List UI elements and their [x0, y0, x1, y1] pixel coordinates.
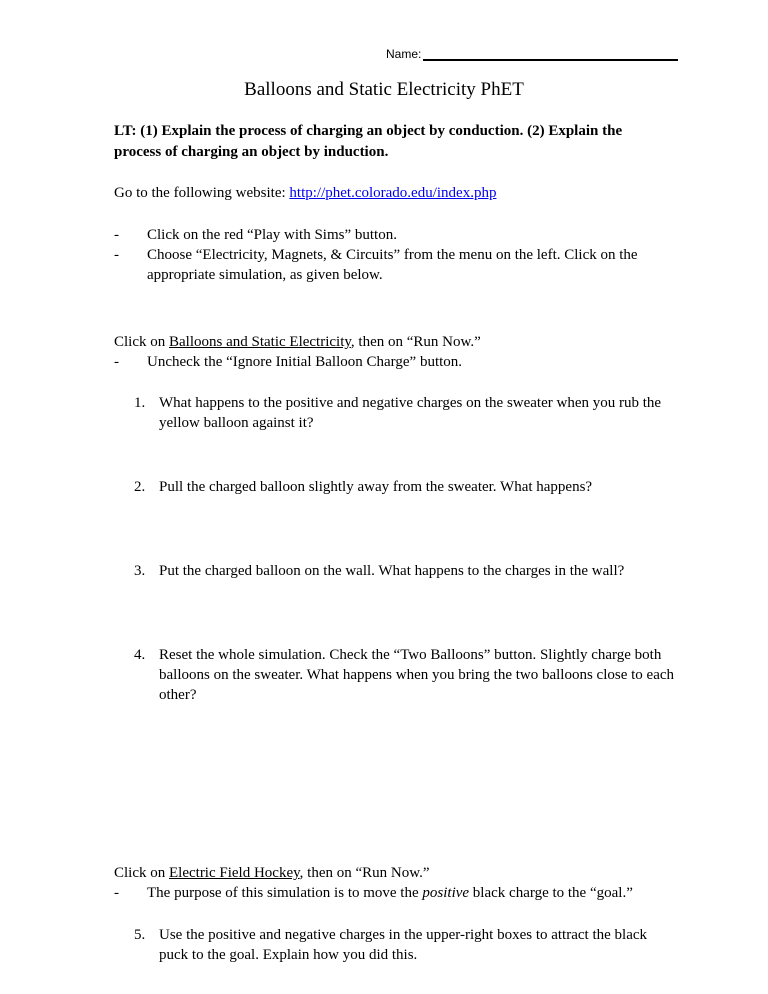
dash-bullet: - [114, 247, 119, 263]
list-item [114, 245, 674, 285]
question-4 [134, 645, 679, 705]
step-text: Uncheck the “Ignore Initial Balloon Charge” button. [147, 354, 463, 370]
question-text: What happens to the positive and negative charges on the sweater when you rub the yellow balloon against it? [159, 395, 662, 431]
list-item [114, 352, 674, 372]
learning-target: LT: (1) Explain the process of charging an object by conduction. (2) Explain the process of charging an object by induction. [114, 123, 623, 160]
question-text: Reset the whole simulation. Check the “Two Balloons” button. Slightly charge both balloons on the sweater. What happens when you bring the two balloons close to each other? [159, 647, 675, 703]
question-text: Use the positive and negative charges in the upper-right boxes to attract the black puck to the goal. Explain how you did this. [159, 927, 648, 963]
hockey-sim-name: Electric Field Hockey [169, 865, 300, 881]
step-text: Choose “Electricity, Magnets, & Circuits” from the menu on the left. Click on the appropriate simulation, as given below. [147, 247, 638, 283]
dash-bullet: - [114, 354, 119, 370]
section-prefix: Click on [114, 334, 169, 350]
balloons-steps [114, 352, 674, 372]
dash-bullet: - [114, 885, 119, 901]
setup-steps [114, 225, 674, 285]
section-suffix: , then on “Run Now.” [299, 865, 430, 881]
list-item [114, 225, 674, 245]
question-text: Put the charged balloon on the wall. What happens to the charges in the wall? [159, 563, 625, 579]
question-2 [134, 477, 679, 497]
name-blank-line[interactable] [423, 46, 678, 61]
question-3 [134, 561, 679, 581]
step-text: Click on the red “Play with Sims” button. [147, 227, 397, 243]
question-5 [134, 925, 679, 965]
hockey-section-heading [114, 863, 674, 883]
website-instruction [114, 183, 674, 203]
dash-bullet: - [114, 227, 119, 243]
question-number: 5. [134, 927, 146, 943]
step-text-after: black charge to the “goal.” [469, 885, 633, 901]
positive-emphasis: positive [422, 885, 470, 901]
section-suffix: , then on “Run Now.” [350, 334, 481, 350]
question-number: 4. [134, 647, 146, 663]
step-text [147, 885, 633, 901]
hockey-steps [114, 883, 674, 903]
balloons-section-heading [114, 332, 674, 352]
question-number: 1. [134, 395, 146, 411]
step-text-before: The purpose of this simulation is to move the [147, 885, 423, 901]
question-number: 2. [134, 479, 146, 495]
question-1 [134, 393, 679, 433]
section-prefix: Click on [114, 865, 169, 881]
name-field[interactable] [386, 46, 678, 61]
balloons-sim-name: Balloons and Static Electricity [169, 334, 351, 350]
phet-website-link[interactable]: http://phet.colorado.edu/index.php [289, 185, 497, 201]
worksheet-title: Balloons and Static Electricity PhET [244, 79, 524, 100]
question-text: Pull the charged balloon slightly away from the sweater. What happens? [159, 479, 593, 495]
name-label: Name: [386, 47, 422, 61]
website-instruction-text: Go to the following website: [114, 185, 290, 201]
list-item [114, 883, 674, 903]
question-number: 3. [134, 563, 146, 579]
